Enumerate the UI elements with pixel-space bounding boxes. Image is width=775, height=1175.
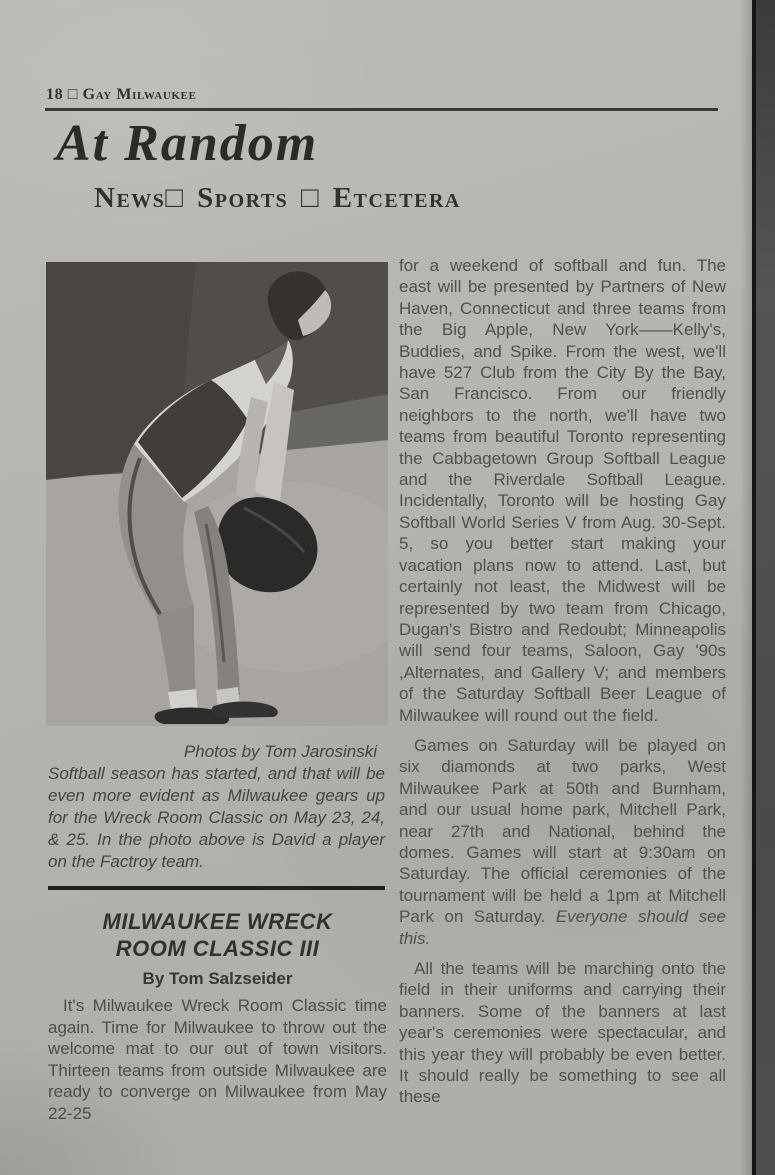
- article-headline: [46, 908, 389, 962]
- article-byline: By Tom Salzseider: [142, 969, 293, 988]
- paragraph-2-italic-sentence: Everyone should see this.: [399, 907, 726, 948]
- page-folio: 18 □ Gay Milwaukee: [46, 86, 197, 103]
- headline-line-2: ROOM CLASSIC III: [115, 936, 320, 961]
- photo-caption-text: Softball season has started, and that will be even more evident as Milwaukee gears up for the Wreck Room Classic on May 23, 24, & 25. In the photo above is David a player on the Factroy team.: [48, 764, 385, 871]
- page-edge-band: [756, 0, 775, 1175]
- paragraph-2-text: Games on Saturday will be played on six diamonds at two parks, West Milwaukee Park at 50th and Burnham, and our usual home park, Mitchell Park, near 27th and National, behind the domes. Games will start at 9:30am on Saturday. The official ceremonies of the tournament will be held a 1pm at Mitchell Park on Saturday.: [399, 735, 726, 927]
- section-subtitle: News□ Sports □ Etcetera: [94, 182, 461, 214]
- photo-credit: Photos by Tom Jarosinski: [183, 742, 377, 761]
- softball-player-photo: [46, 262, 388, 726]
- article-paragraph-2: [399, 735, 726, 949]
- article-paragraph-1: for a weekend of softball and fun. The east will be presented by Partners of New Haven, Connecticut and three teams from the Big Apple, New York——Kelly's, Buddies, and Spike. From the west, we'll have 527 Club from the City By the Bay, San Francisco. From our friendly neighbors to the north, we'll have two teams from beautiful Toronto representing the Cabbagetown Group Softball League and the Riverdale Softball League. Incidentally, Toronto will be hosting Gay Softball World Series V from Aug. 30-Sept. 5, so you better start making your vacation plans now to attend. Last, but certainly not least, the Midwest will be represented by two team from Chicago, Dugan's Bistro and Redoubt; Minneapolis will send four teams, Saloon, Gay '90s ,Alternates, and Gallery V; and members of the Saturday Softball Beer League of Milwaukee will round out the field.: [399, 256, 726, 725]
- photo-caption: [48, 741, 385, 873]
- article-paragraph-3: All the teams will be marching onto the field in their uniforms and carrying their banners. Some of the banners at last year's ceremonies were spectacular, and this year they will probably be even better. It should really be something to see all these: [399, 959, 726, 1107]
- column-divider-rule: [48, 886, 385, 890]
- right-column: [399, 255, 726, 1117]
- page-edge-shadow: [740, 0, 752, 1175]
- article-paragraph-left: It's Milwaukee Wreck Room Classic time again. Time for Milwaukee to throw out the welcome mat to our out of town visitors. Thirteen teams from outside Milwaukee are ready to converge on Milwaukee from May 22-25: [48, 996, 387, 1123]
- headline-line-1: MILWAUKEE WRECK: [102, 909, 333, 934]
- header-rule: [45, 108, 718, 111]
- left-column: [46, 262, 389, 1125]
- section-title: At Random: [56, 115, 319, 172]
